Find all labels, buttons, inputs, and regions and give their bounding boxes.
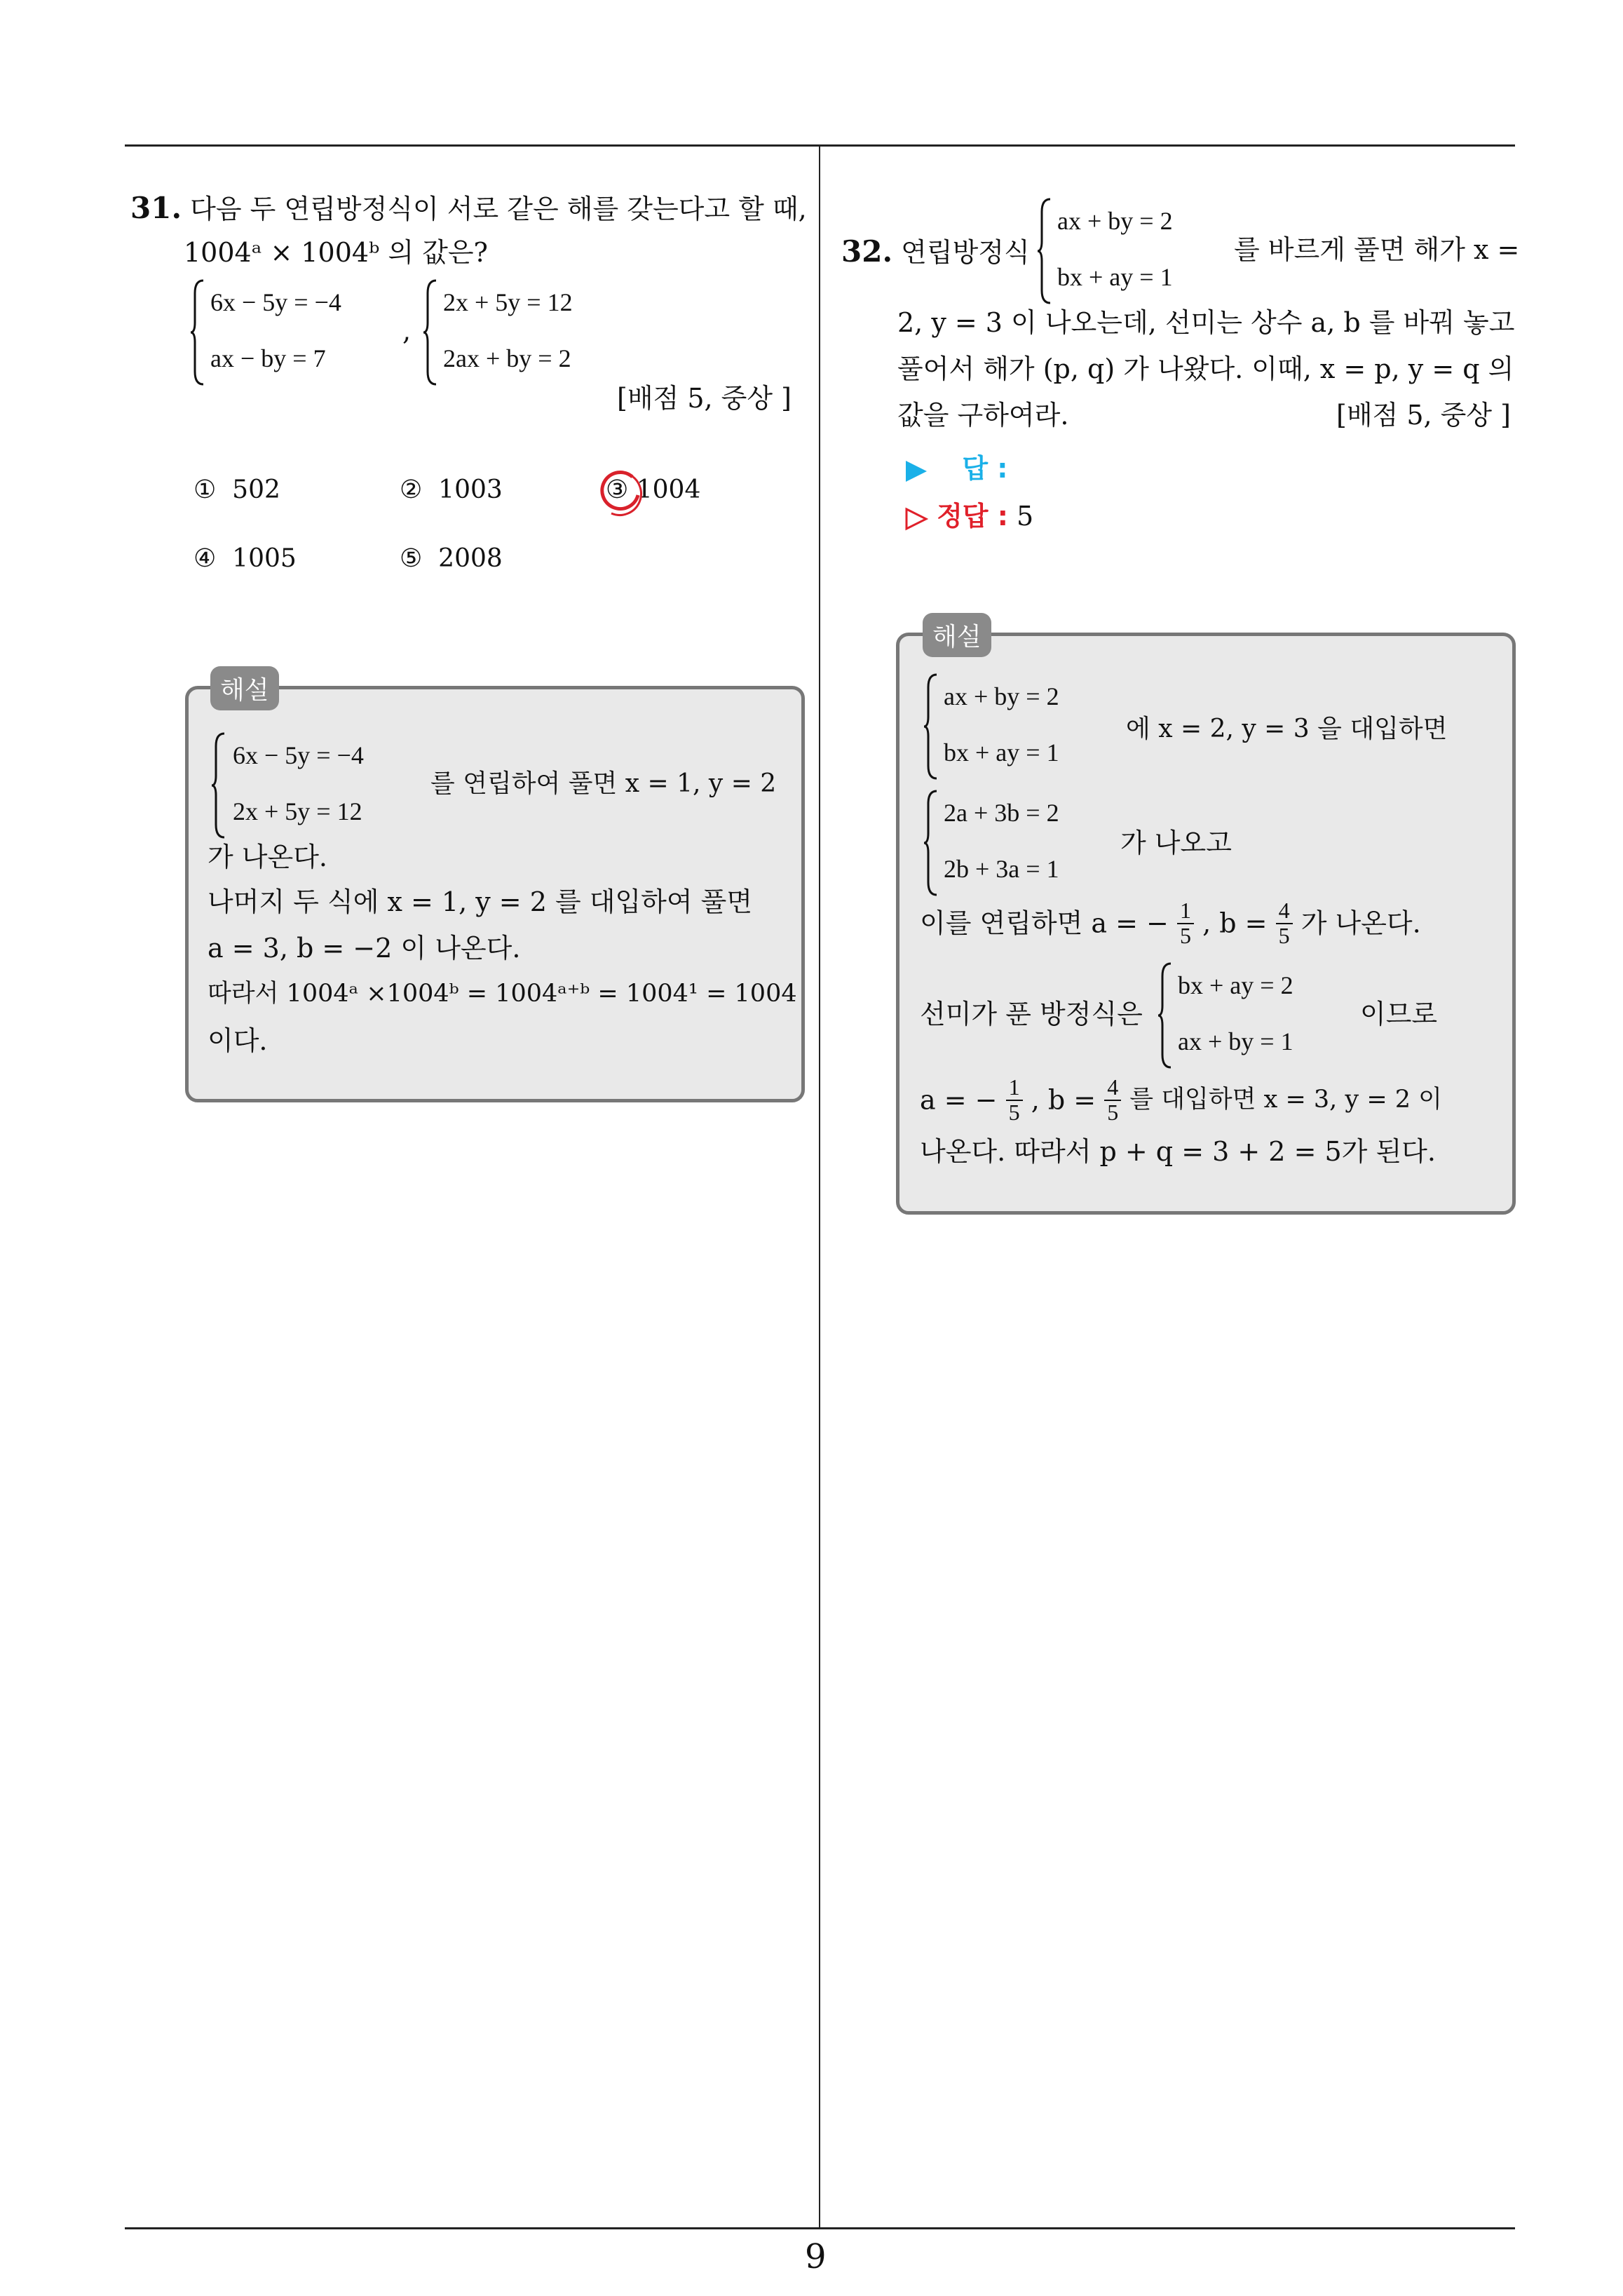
q32-expl-line3-post: 가 나온다. [1301, 907, 1421, 939]
choice-4-value: 1005 [232, 544, 297, 573]
choice-5[interactable] [400, 544, 503, 573]
choice-5-mark: ⑤ [400, 544, 423, 573]
fraction-4-den: 5 [1107, 1099, 1119, 1125]
choice-3-value: 1004 [636, 475, 701, 504]
bottom-rule [125, 2227, 1515, 2229]
brace-icon [189, 279, 205, 386]
column-divider [819, 144, 820, 2229]
q32-expl-line5-pre: a = − [920, 1084, 998, 1116]
correct-answer-row [904, 501, 1033, 533]
q32-expl-line5-post: 를 대입하면 x = 3, y = 2 이 [1129, 1086, 1442, 1114]
play-icon [904, 459, 928, 483]
question-32-number: 32. [841, 234, 893, 269]
question-31-system-1 [189, 279, 400, 386]
q32-expl-line6: 나온다. 따라서 p + q = 3 + 2 = 5가 된다. [920, 1136, 1436, 1167]
q31-sys2-eq2: 2ax + by = 2 [443, 344, 571, 372]
question-31-explanation-tag: 해설 [210, 666, 279, 710]
question-32-system [1036, 198, 1218, 304]
question-32-line2: 풀어서 해가 (p, q) 가 나왔다. 이때, x = p, y = q 의 [897, 353, 1514, 384]
fraction-1 [1177, 899, 1194, 947]
question-32-explanation-tag: 해설 [923, 613, 991, 657]
choice-5-value: 2008 [438, 544, 503, 573]
choice-3-mark: ③ [606, 475, 629, 504]
q32-expl-s1-eq2: bx + ay = 1 [944, 738, 1059, 767]
q32-expl-s3-eq2: ax + by = 1 [1178, 1027, 1293, 1055]
choice-2[interactable] [400, 475, 503, 504]
q32-expl-system-3 [1157, 962, 1339, 1069]
choice-2-mark: ② [400, 475, 423, 504]
fraction-3-num: 1 [1006, 1076, 1023, 1101]
q32-expl-after1: 에 x = 2, y = 3 을 대입하면 [1126, 715, 1448, 743]
q31-expl-after-system: 를 연립하여 풀면 x = 1, y = 2 [430, 769, 777, 798]
question-32-prefix: 연립방정식 [901, 237, 1030, 268]
question-32-line3: 값을 구하여라. [897, 400, 1069, 431]
fraction-1-den: 5 [1180, 922, 1191, 948]
q32-expl-system-2 [923, 790, 1105, 896]
choice-4-mark: ④ [193, 544, 217, 573]
brace-icon [1036, 198, 1052, 304]
choice-2-value: 1003 [438, 475, 503, 504]
q32-expl-line4-post: 이므로 [1360, 999, 1438, 1029]
answer-row [904, 453, 1007, 485]
q31-expl-eq1: 6x − 5y = −4 [233, 741, 364, 769]
brace-icon [923, 790, 938, 896]
fraction-3-den: 5 [1008, 1099, 1020, 1125]
q32-sys-eq2: bx + ay = 1 [1057, 263, 1173, 291]
q31-expl-eq2: 2x + 5y = 12 [233, 797, 362, 825]
brace-icon [422, 279, 437, 386]
q31-sys1-eq2: ax − by = 7 [210, 344, 326, 372]
brace-icon [1157, 962, 1172, 1069]
q31-system-separator: , [402, 316, 412, 346]
brace-icon [923, 673, 938, 780]
correct-answer-label: 정답 : [937, 501, 1008, 532]
question-32-line1: 2, y = 3 이 나오는데, 선미는 상수 a, b 를 바꿔 놓고 [897, 307, 1515, 338]
outline-play-icon [904, 507, 928, 531]
fraction-4 [1104, 1076, 1121, 1124]
question-31-number: 31. [130, 191, 182, 225]
fraction-3 [1006, 1076, 1023, 1124]
fraction-4-num: 4 [1104, 1076, 1121, 1101]
q31-expl-line3: a = 3, b = −2 이 나온다. [208, 933, 521, 964]
selected-circle-icon [596, 467, 646, 518]
choice-1-value: 502 [232, 475, 280, 504]
q31-expl-line1: 가 나온다. [208, 842, 327, 872]
answer-label: 답 : [962, 453, 1008, 484]
q32-expl-s1-eq1: ax + by = 2 [944, 682, 1059, 710]
q32-sys-eq1: ax + by = 2 [1057, 207, 1173, 235]
question-31-score: [배점 5, 중상 ] [617, 383, 792, 414]
question-31-header [130, 191, 807, 226]
page-number: 9 [805, 2237, 827, 2276]
q32-expl-line3-pre: 이를 연립하면 a = − [920, 907, 1169, 939]
q32-expl-system-1 [923, 673, 1105, 780]
question-32-after-system: 를 바르게 풀면 해가 x = [1234, 234, 1520, 265]
q32-expl-line3-mid: , b = [1202, 907, 1268, 939]
q32-expl-s3-eq1: bx + ay = 2 [1178, 971, 1293, 999]
fraction-2-num: 4 [1276, 899, 1293, 924]
question-31-system-2 [422, 279, 632, 386]
q31-sys2-eq1: 2x + 5y = 12 [443, 288, 573, 316]
choice-1[interactable] [193, 475, 280, 504]
fraction-1-num: 1 [1177, 899, 1194, 924]
q31-expl-line4: 따라서 1004ᵃ ×1004ᵇ = 1004ᵃ⁺ᵇ = 1004¹ = 1004 [208, 980, 797, 1008]
question-31-text-line2: 1004ᵃ × 1004ᵇ 의 값은? [184, 237, 488, 268]
fraction-2 [1276, 899, 1293, 947]
q31-sys1-eq1: 6x − 5y = −4 [210, 288, 341, 316]
q32-expl-line5 [920, 1076, 1442, 1124]
q32-expl-after2: 가 나오고 [1120, 828, 1232, 858]
question-32-header [841, 234, 1030, 269]
question-31-text-line1: 다음 두 연립방정식이 서로 같은 해를 갖는다고 할 때, [190, 194, 807, 224]
choice-1-mark: ① [193, 475, 217, 504]
q32-expl-line3 [920, 899, 1421, 947]
choice-4[interactable] [193, 544, 297, 573]
q32-expl-s2-eq1: 2a + 3b = 2 [944, 799, 1059, 827]
question-32-score: [배점 5, 중상 ] [1336, 400, 1511, 431]
q32-expl-line4-pre: 선미가 푼 방정식은 [920, 999, 1143, 1029]
brace-icon [210, 732, 226, 839]
q31-expl-line2: 나머지 두 식에 x = 1, y = 2 를 대입하여 풀면 [208, 886, 753, 917]
choice-3[interactable] [606, 475, 700, 504]
fraction-2-den: 5 [1278, 922, 1290, 948]
q31-explanation-system [210, 732, 421, 839]
correct-answer-value: 5 [1017, 501, 1034, 532]
q31-expl-line5: 이다. [208, 1025, 268, 1056]
q32-expl-s2-eq2: 2b + 3a = 1 [944, 855, 1059, 883]
q32-expl-line5-mid: , b = [1031, 1084, 1096, 1116]
